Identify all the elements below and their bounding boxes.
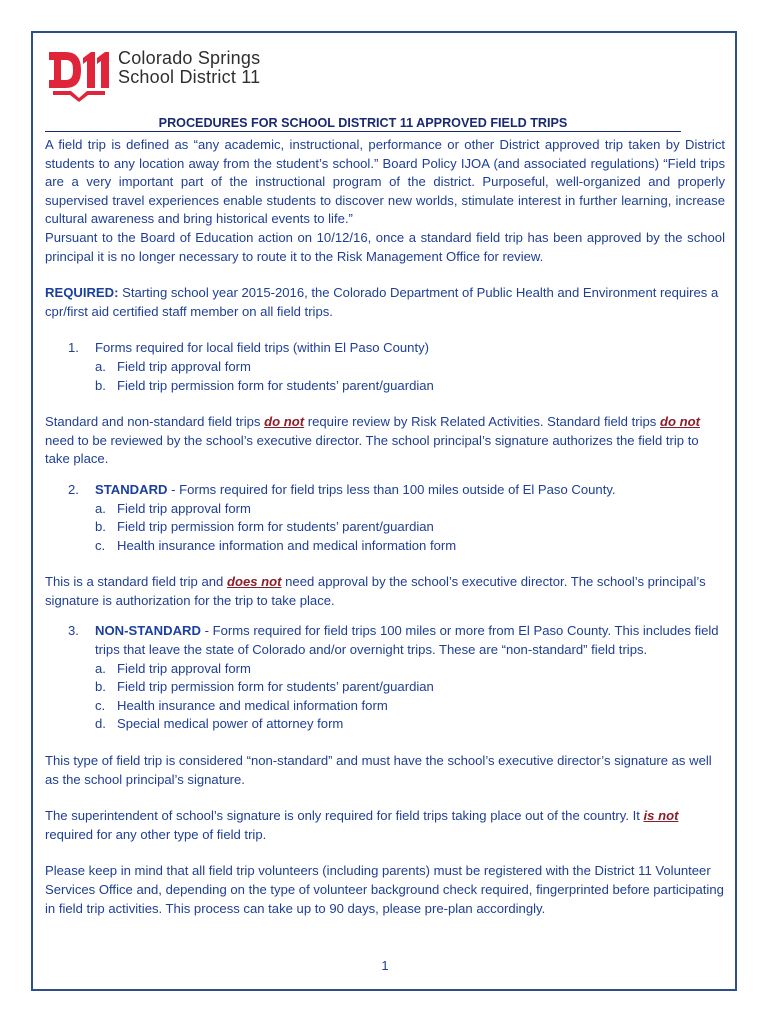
page-number: 1 xyxy=(381,958,389,973)
list-item-2 xyxy=(45,481,725,555)
emphasis-do-not: do not xyxy=(659,414,700,430)
district-name-line1: Colorado Springs xyxy=(118,48,261,68)
local-trip-paragraph: Standard and non-standard field trips do not require review by Risk Related Activities. Standard field trips do not need to be reviewed by the school’s executive director. The school principal’s signature authorizes the field trip to take place. xyxy=(45,414,700,467)
item-text: - Forms required for field trips less than 100 miles outside of El Paso County. xyxy=(167,481,616,497)
standard-trip-paragraph: This is a standard field trip and does not need approval by the school’s executive director. The school’s principal’s signature is authorization for the trip to take place. xyxy=(45,574,706,608)
sub-list xyxy=(95,500,725,556)
sub-list-item: c. Health insurance information and medical information form xyxy=(95,537,457,553)
non-standard-paragraph: This type of field trip is considered “non-standard” and must have the school’s executive director’s signature as well as the school principal’s signature. xyxy=(45,753,712,787)
d11-logo-mark xyxy=(47,46,113,102)
required-text: Starting school year 2015-2016, the Colorado Department of Public Health and Environment requires a cpr/first aid certified staff member on all field trips. xyxy=(45,285,719,319)
item-number: 3. xyxy=(68,623,79,639)
document-body xyxy=(45,115,725,918)
superintendent-paragraph: The superintendent of school’s signature is only required for field trips taking place out of the country. It is not required for any other type of field trip. xyxy=(45,808,679,842)
district-logo xyxy=(47,46,113,107)
intro-definition: A field trip is defined as “any academic, instructional, performance or other District approved trip taken by District students to any location away from the student’s school.” Board Policy IJOA (and associated regulations) “Field trips are a very important part of the instructional program of the district. Purposeful, well-organized and properly supervised travel experiences enable students to discover new worlds, stimulate interest in further learning, increase cultural awareness and bring historical events to life.” xyxy=(45,137,725,227)
sub-list-item: c. Health insurance and medical information form xyxy=(95,697,388,713)
sub-list-item: b. Field trip permission form for students’ parent/guardian xyxy=(95,519,434,535)
sub-list-item: a. Field trip approval form xyxy=(95,660,251,676)
sub-list-item: a. Field trip approval form xyxy=(95,358,251,374)
non-standard-label: NON-STANDARD xyxy=(95,623,201,639)
standard-label: STANDARD xyxy=(95,481,168,497)
item-text: - Forms required for field trips 100 miles or more from El Paso County. This includes field trips that leave the state of Colorado and/or overnight trips. These are “non-standard” field trips. xyxy=(95,623,719,658)
document-title: PROCEDURES FOR SCHOOL DISTRICT 11 APPROVED FIELD TRIPS xyxy=(45,115,681,132)
list-item-3 xyxy=(45,622,725,734)
emphasis-does-not: does not xyxy=(226,574,282,590)
item-number: 2. xyxy=(68,481,79,497)
intro-board-action: Pursuant to the Board of Education action on 10/12/16, once a standard field trip has been approved by the school principal it is no longer necessary to route it to the Risk Management Office for review. xyxy=(45,229,725,264)
required-notice xyxy=(45,284,725,321)
emphasis-is-not: is not xyxy=(643,808,679,824)
required-label: REQUIRED: xyxy=(45,285,119,301)
sub-list-item: d. Special medical power of attorney form xyxy=(95,716,344,732)
sub-list xyxy=(95,358,725,395)
volunteers-paragraph: Please keep in mind that all field trip volunteers (including parents) must be registered with the District 11 Volunteer Services Office and, depending on the type of volunteer background check required, fingerprinted before participating in field trip activities. This process can take up to 90 days, please pre-plan accordingly. xyxy=(45,863,724,916)
sub-list-item: b. Field trip permission form for students’ parent/guardian xyxy=(95,377,434,393)
district-name-line2: School District 11 xyxy=(118,67,261,87)
sub-list-item: b. Field trip permission form for students’ parent/guardian xyxy=(95,679,434,695)
sub-list-item: a. Field trip approval form xyxy=(95,500,251,516)
emphasis-do-not: do not xyxy=(264,414,305,430)
district-name xyxy=(118,49,260,87)
list-item-1 xyxy=(45,339,725,395)
item-number: 1. xyxy=(68,340,79,356)
sub-list xyxy=(95,660,725,734)
item-text: Forms required for local field trips (within El Paso County) xyxy=(95,340,430,356)
